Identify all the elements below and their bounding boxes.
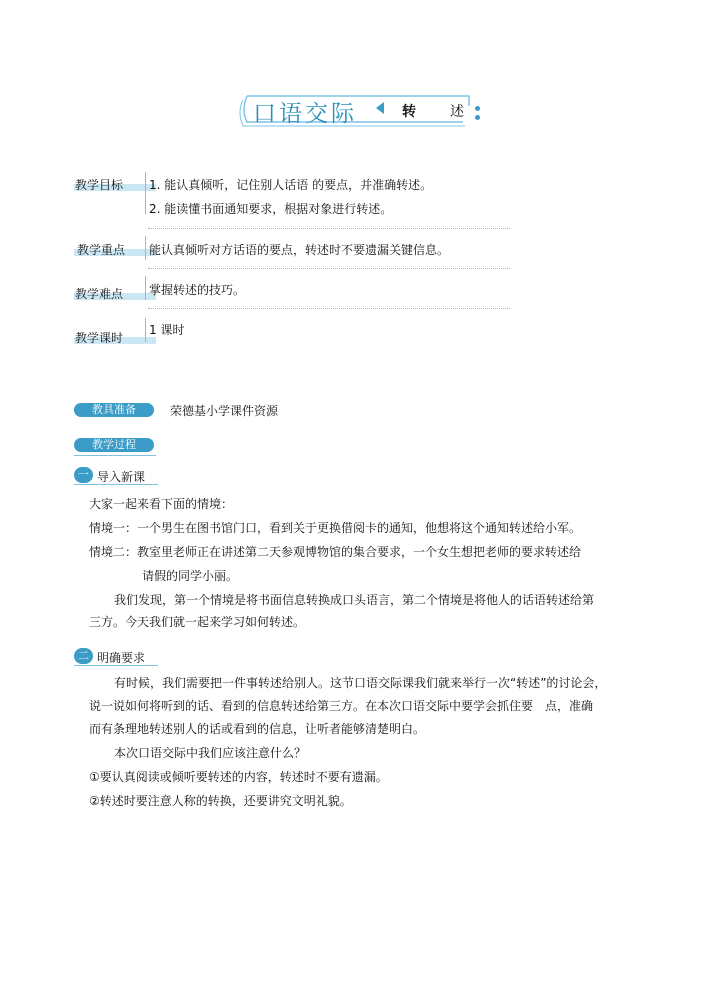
page-title: 口语交际	[253, 101, 357, 127]
divider	[145, 318, 146, 342]
title-banner	[237, 92, 482, 130]
section1-para-4: 我们发现，第一个情境是将书面信息转换成口头语言，第二个情境是将他人的话语转述给第	[114, 593, 595, 607]
subtitle-char-1: 转	[402, 104, 416, 120]
section-title-2: 明确要求	[97, 651, 146, 665]
divider	[145, 236, 146, 260]
section2-para-1: 有时候，我们需要把一件事转述给别人。这节口语交际课我们就来举行一次“转述”的讨论会，	[114, 676, 607, 690]
hours-line: 1 课时	[149, 323, 185, 337]
subtitle-char-2: 述	[450, 104, 464, 120]
section1-para-4-cont: 三方。今天我们就一起来学习如何转述。	[89, 615, 306, 629]
arrow-left-icon	[376, 102, 384, 114]
section-underline	[74, 665, 158, 666]
objective-line-1: 1. 能认真倾听，记住别人话语 的要点，并准确转述。	[149, 178, 433, 192]
section2-para-1-cont: 说一说如何将听到的话、看到的信息转述给第三方。在本次口语交际中要学会抓住要 点，准确	[89, 699, 594, 713]
section1-para-2: 情境一：一个男生在图书馆门口，看到关于更换借阅卡的通知，他想将这个通知转述给小军。	[89, 521, 582, 535]
prep-badge: 教具准备	[74, 403, 154, 417]
section2-point-2: ②转述时要注意人称的转换，还要讲究文明礼貌。	[89, 794, 352, 808]
key-point-line: 能认真倾听对方话语的要点，转述时不要遗漏关键信息。	[149, 243, 450, 257]
section-underline	[74, 484, 158, 485]
section2-point-1: ①要认真阅读或倾听要转述的内容，转述时不要有遗漏。	[89, 770, 388, 784]
colon-dots-icon	[475, 106, 480, 124]
section-number-1: 一	[74, 467, 93, 483]
prep-text: 荣德基小学课件资源	[170, 404, 279, 418]
label-key-points: 教学重点	[77, 243, 126, 257]
label-hours: 教学课时	[75, 331, 124, 345]
process-badge: 教学过程	[74, 438, 154, 452]
dotted-rule	[148, 228, 510, 229]
section-number-2: 二	[74, 648, 93, 664]
difficulty-line: 掌握转述的技巧。	[149, 283, 246, 297]
section2-question: 本次口语交际中我们应该注意什么？	[114, 746, 307, 760]
label-difficulties: 教学难点	[75, 287, 124, 301]
dotted-rule	[148, 308, 510, 309]
section1-para-3-cont: 请假的同学小丽。	[142, 569, 239, 583]
label-objectives: 教学目标	[75, 178, 124, 192]
section1-para-3: 情境二：教室里老师正在讲述第二天参观博物馆的集合要求，一个女生想把老师的要求转述给	[89, 545, 582, 559]
divider	[145, 172, 146, 214]
section1-para-1: 大家一起来看下面的情境：	[89, 497, 234, 511]
process-underline	[74, 455, 156, 456]
section2-para-1-end: 而有条理地转述别人的话或看到的信息，让听者能够清楚明白。	[89, 722, 426, 736]
section-title-1: 导入新课	[97, 470, 146, 484]
objective-line-2: 2. 能读懂书面通知要求，根据对象进行转述。	[149, 202, 393, 216]
dotted-rule	[148, 268, 510, 269]
divider	[145, 276, 146, 300]
